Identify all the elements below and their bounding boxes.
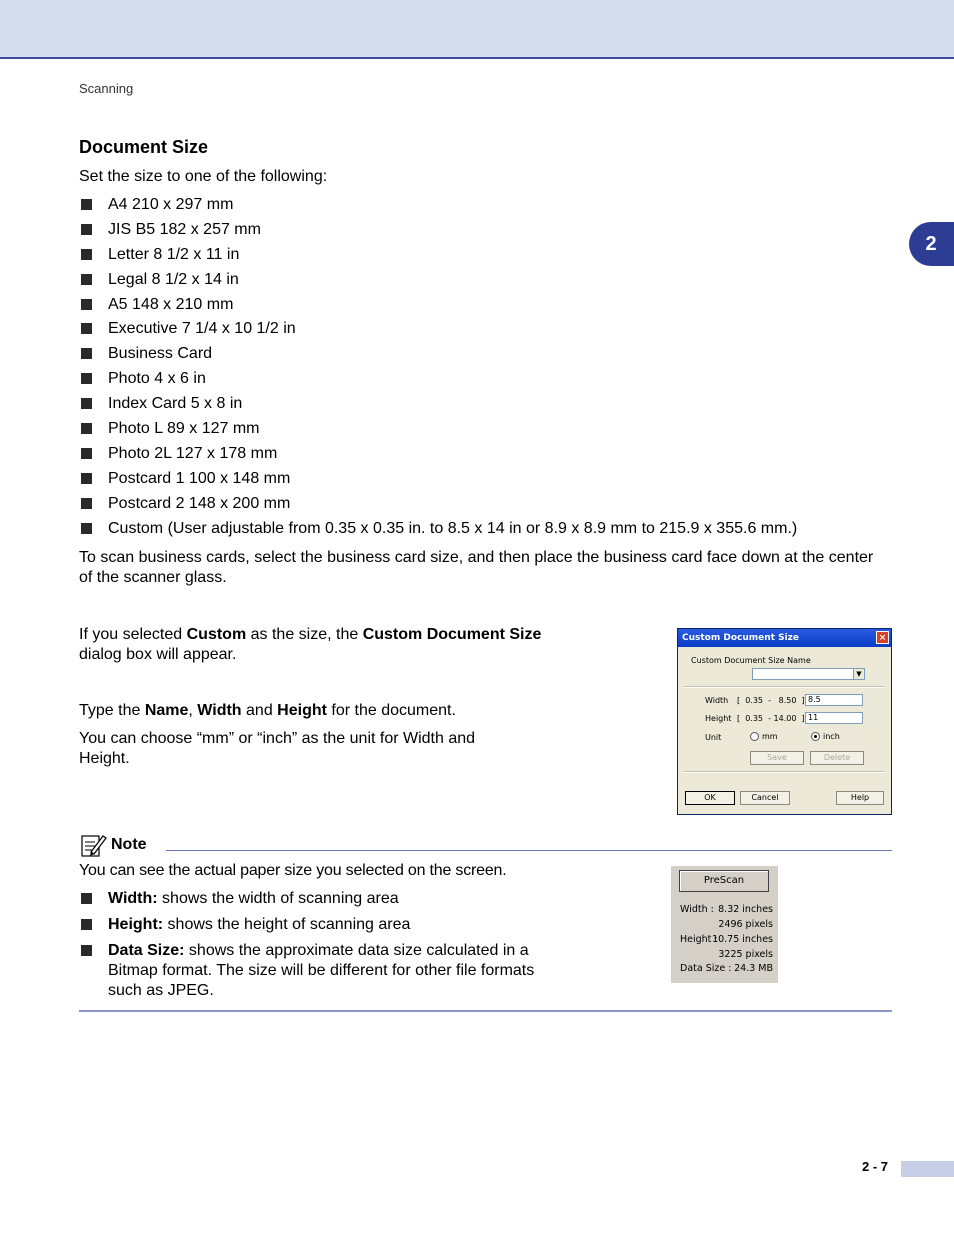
- note-label: Note: [111, 836, 147, 853]
- height-range: [ 0.35 - 14.00 ]: [737, 714, 805, 723]
- radio-selected-icon: [811, 732, 820, 741]
- delete-button[interactable]: Delete: [810, 751, 864, 765]
- unit-label: Unit: [705, 733, 722, 742]
- list-item: Postcard 1 100 x 148 mm: [79, 469, 797, 494]
- list-item: Photo 2L 127 x 178 mm: [79, 444, 797, 469]
- chapter-tab: 2: [909, 222, 954, 266]
- list-item: Business Card: [79, 344, 797, 369]
- list-item: JIS B5 182 x 257 mm: [79, 220, 797, 245]
- list-item: Index Card 5 x 8 in: [79, 394, 797, 419]
- custom-type-text: Type the Name, Width and Height for the document.: [79, 702, 456, 719]
- divider: [684, 686, 884, 688]
- note-intro: You can see the actual paper size you selected on the screen.: [79, 862, 507, 879]
- list-item: A5 148 x 210 mm: [79, 295, 797, 320]
- bullet-square-icon: [81, 199, 92, 210]
- bullet-square-icon: [81, 448, 92, 459]
- bullet-square-icon: [81, 348, 92, 359]
- divider: [684, 771, 884, 773]
- list-item: Width: shows the width of scanning area: [79, 889, 549, 909]
- name-combobox[interactable]: [752, 668, 865, 680]
- bullet-square-icon: [81, 893, 92, 904]
- list-item: Postcard 2 148 x 200 mm: [79, 494, 797, 519]
- unit-text: You can choose “mm” or “inch” as the unit for Width and Height.: [79, 730, 476, 767]
- help-button[interactable]: Help: [836, 791, 884, 805]
- dialog-titlebar: [678, 629, 891, 647]
- note-pencil-icon: [79, 832, 107, 858]
- height-label: Height: [705, 714, 732, 723]
- bullet-square-icon: [81, 919, 92, 930]
- bullet-square-icon: [81, 398, 92, 409]
- width-label: Width :: [680, 904, 714, 915]
- note-header: [79, 832, 147, 858]
- width-field[interactable]: 8.5: [805, 694, 863, 706]
- width-pixels: 2496 pixels: [718, 919, 773, 930]
- list-item: A4 210 x 297 mm: [79, 195, 797, 220]
- bullet-square-icon: [81, 249, 92, 260]
- radio-icon: [750, 732, 759, 741]
- bullet-square-icon: [81, 523, 92, 534]
- list-item: Photo L 89 x 127 mm: [79, 419, 797, 444]
- bullet-square-icon: [81, 224, 92, 235]
- bullet-square-icon: [81, 945, 92, 956]
- list-item: Executive 7 1/4 x 10 1/2 in: [79, 319, 797, 344]
- ok-button[interactable]: OK: [685, 791, 735, 805]
- bullet-square-icon: [81, 274, 92, 285]
- save-button[interactable]: Save: [750, 751, 804, 765]
- bullet-square-icon: [81, 323, 92, 334]
- dialog-title: Custom Document Size: [682, 633, 799, 643]
- datasize-value: 24.3 MB: [734, 963, 773, 974]
- size-list: [79, 195, 797, 543]
- note-rule: [166, 850, 892, 851]
- list-item: Height: shows the height of scanning area: [79, 915, 549, 935]
- width-range: [ 0.35 - 8.50 ]: [737, 696, 805, 705]
- close-icon[interactable]: ×: [876, 631, 889, 644]
- list-item: Custom (User adjustable from 0.35 x 0.35 in. to 8.5 x 14 in or 8.9 x 8.9 mm to 215.9 x 355.6 mm.): [79, 519, 797, 544]
- prescan-button[interactable]: PreScan: [679, 870, 769, 892]
- list-item: Letter 8 1/2 x 11 in: [79, 245, 797, 270]
- bullet-square-icon: [81, 498, 92, 509]
- height-label: Height :: [680, 934, 718, 945]
- cancel-button[interactable]: Cancel: [740, 791, 790, 805]
- height-inches: 10.75 inches: [712, 934, 773, 945]
- business-card-text: To scan business cards, select the business card size, and then place the business card face down at the center of the scanner glass.: [79, 549, 874, 586]
- prescan-panel: [671, 866, 778, 983]
- section-label: Scanning: [79, 81, 134, 96]
- note-bottom-rule: [79, 1010, 892, 1012]
- name-label: Custom Document Size Name: [691, 656, 811, 665]
- custom-intro-text: If you selected Custom as the size, the Custom Document Size dialog box will appear.: [79, 626, 542, 663]
- width-inches: 8.32 inches: [718, 904, 773, 915]
- list-item: Data Size: shows the approximate data size calculated in a Bitmap format. The size will be different for other file formats such as JPEG.: [79, 941, 549, 1001]
- intro-text: Set the size to one of the following:: [79, 168, 328, 185]
- unit-mm-radio[interactable]: mm: [750, 732, 778, 741]
- list-item: Photo 4 x 6 in: [79, 369, 797, 394]
- bullet-square-icon: [81, 299, 92, 310]
- custom-document-size-dialog: [677, 628, 892, 815]
- width-label: Width: [705, 696, 729, 705]
- note-list: [79, 889, 549, 1007]
- section-heading: Document Size: [79, 137, 209, 157]
- page-number-bar: [901, 1161, 954, 1177]
- bullet-square-icon: [81, 473, 92, 484]
- list-item: Legal 8 1/2 x 14 in: [79, 270, 797, 295]
- bullet-square-icon: [81, 423, 92, 434]
- height-field[interactable]: 11: [805, 712, 863, 724]
- page-number: 2 - 7: [862, 1159, 889, 1174]
- unit-inch-radio[interactable]: inch: [811, 732, 840, 741]
- header-band: [0, 0, 954, 59]
- chevron-down-icon[interactable]: ▼: [853, 669, 864, 679]
- height-pixels: 3225 pixels: [718, 949, 773, 960]
- bullet-square-icon: [81, 373, 92, 384]
- datasize-label: Data Size :: [680, 963, 732, 974]
